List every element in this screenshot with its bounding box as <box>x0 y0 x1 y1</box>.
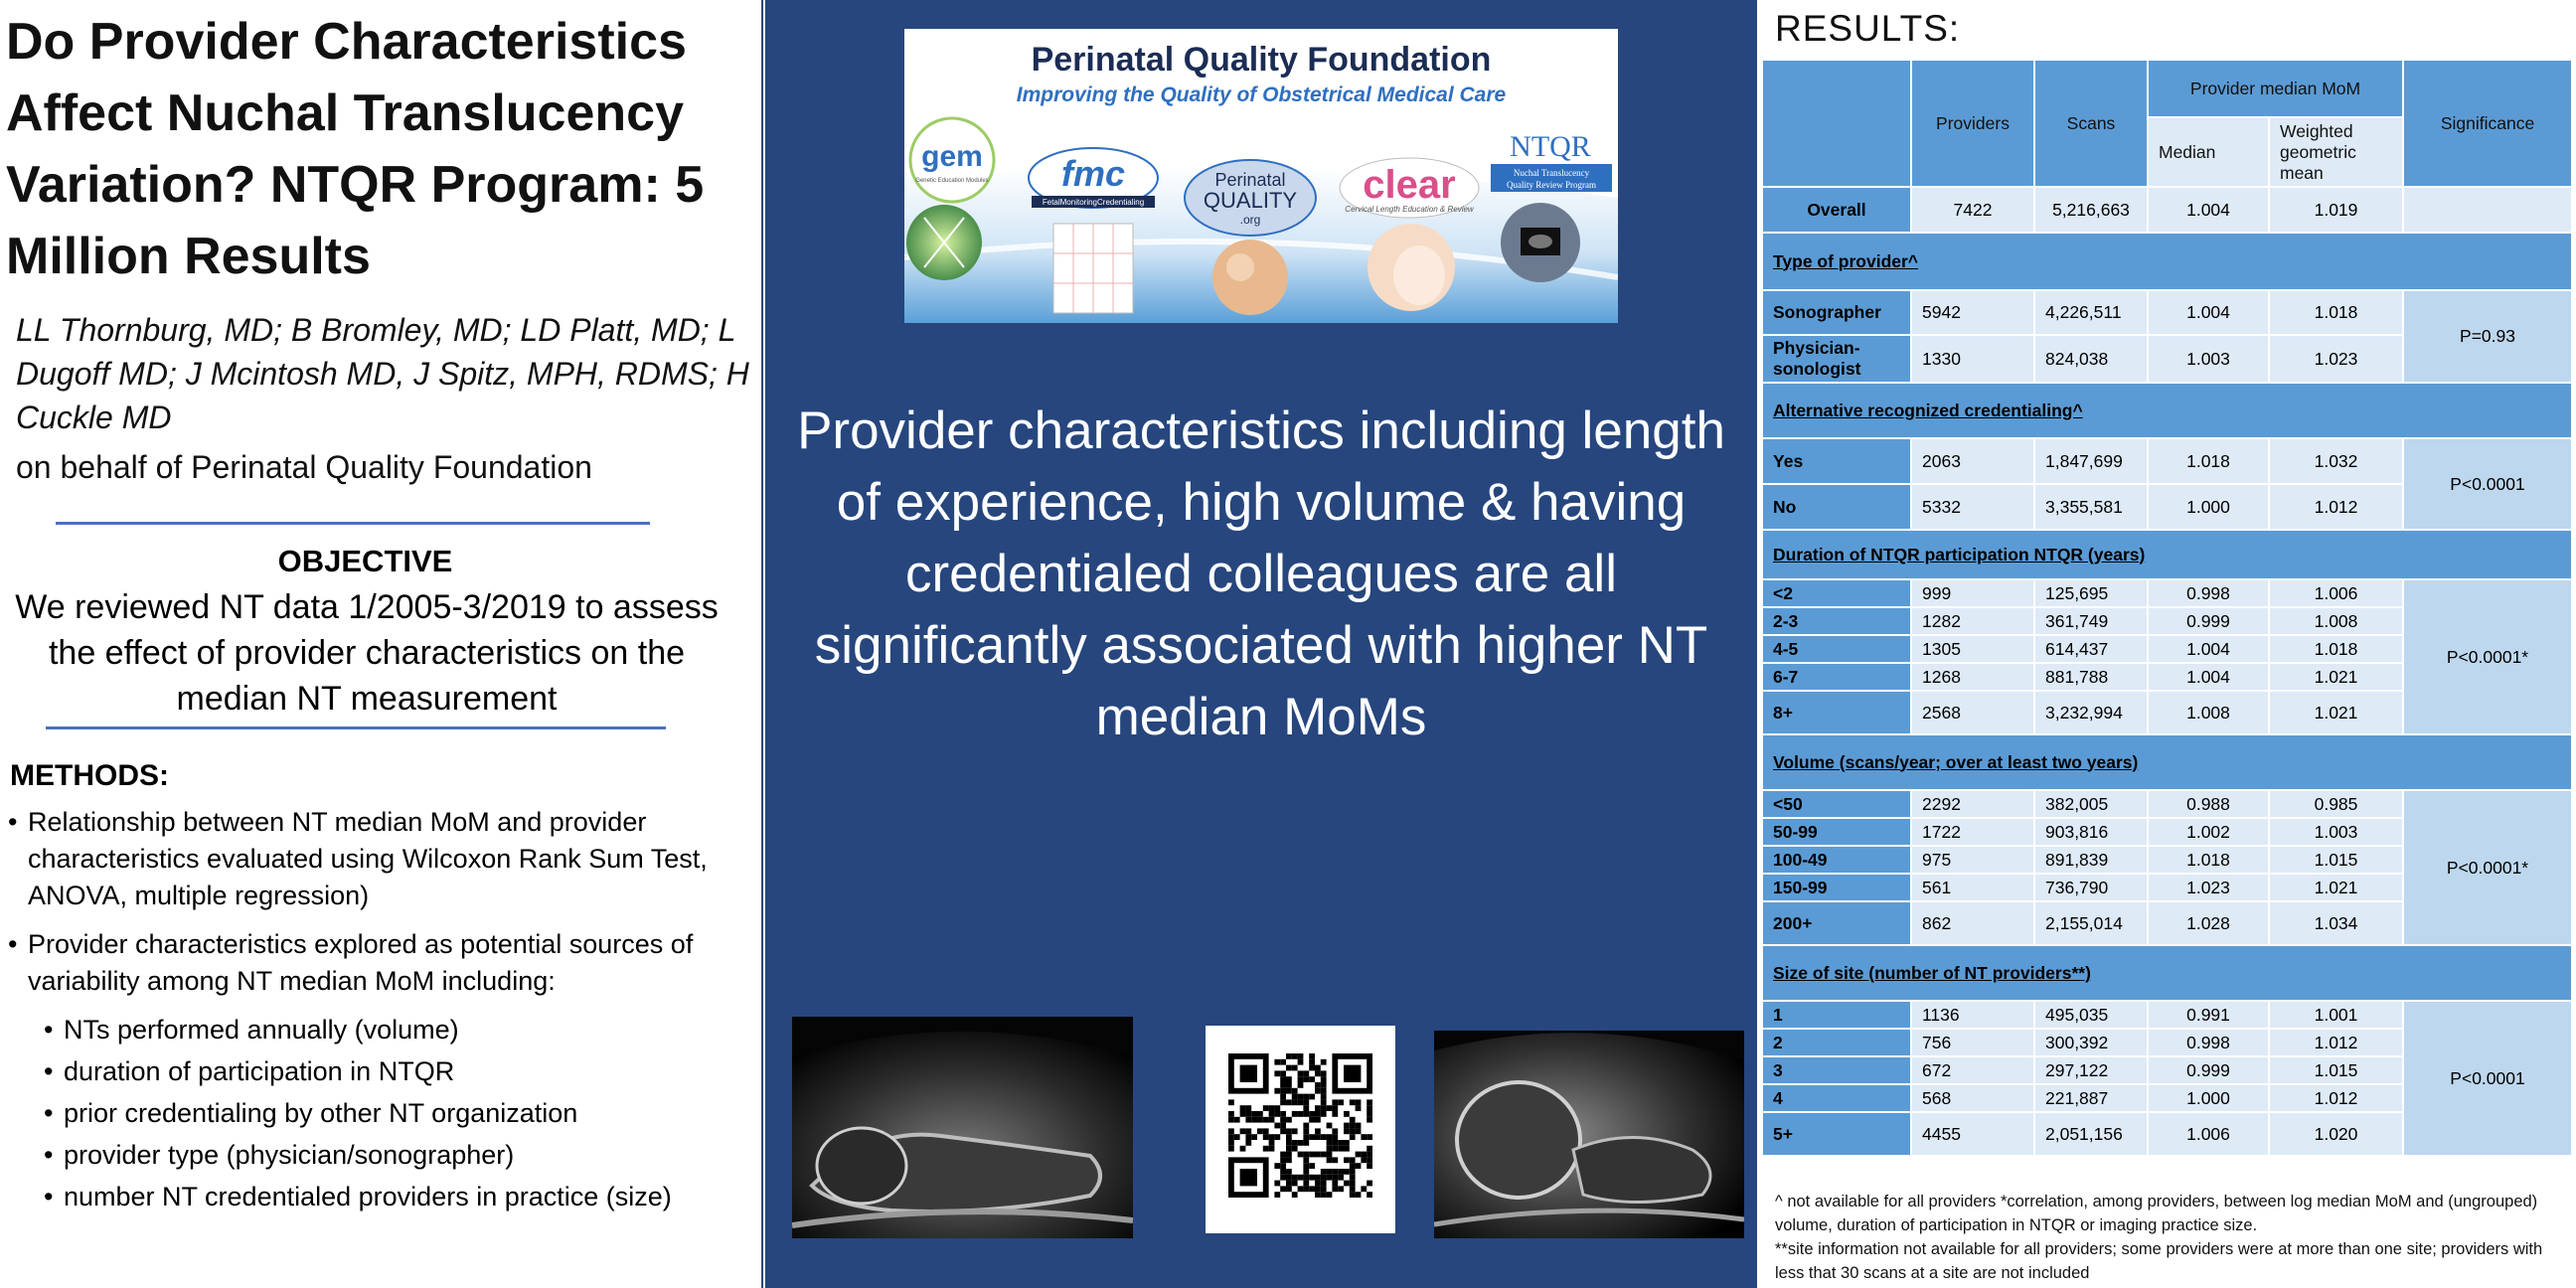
ultrasound-image <box>792 1017 1133 1238</box>
methods-bullet: • Provider characteristics explored as potential sources of variability among NT median MoM including: <box>6 926 757 1000</box>
table-row: 200+ 862 2,155,014 1.028 1.034 <box>1762 901 2572 945</box>
col-providers: Providers <box>1911 60 2034 187</box>
svg-text:Nuchal Translucency: Nuchal Translucency <box>1513 168 1590 178</box>
col-median: Median <box>2148 117 2269 187</box>
footnote-line: **site information not available for all providers; some providers were at more than one site; providers with less that 30 scans at a site are not included <box>1775 1240 2543 1282</box>
svg-text:QUALITY: QUALITY <box>1203 188 1298 213</box>
section-site-size: Size of site (number of NT providers**) <box>1762 945 2572 1001</box>
table-row: 1 1136 495,035 0.991 1.001 P<0.0001 <box>1762 1001 2572 1029</box>
objective-text: We reviewed NT data 1/2005-3/2019 to assess the effect of provider characteristics on the median NT measurement <box>15 588 719 718</box>
table-row: <2 999 125,695 0.998 1.006 P<0.0001* <box>1762 579 2572 607</box>
authors: LL Thornburg, MD; B Bromley, MD; LD Platt, MD; L Dugoff MD; J Mcintosh MD, J Spitz, MPH, RDMS; H Cuckle MD <box>16 312 749 435</box>
svg-text:FetalMonitoringCredentialing: FetalMonitoringCredentialing <box>1042 198 1145 207</box>
table-row: 150-99 561 736,790 1.023 1.021 <box>1762 874 2572 901</box>
table-row: 4 568 221,887 1.000 1.012 <box>1762 1084 2572 1112</box>
table-row: 4-5 1305 614,437 1.004 1.018 <box>1762 635 2572 663</box>
table-row: 5+ 4455 2,051,156 1.006 1.020 <box>1762 1112 2572 1156</box>
table-row: 2 756 300,392 0.998 1.012 <box>1762 1029 2572 1056</box>
svg-text:gem: gem <box>921 140 983 173</box>
section-credentialing: Alternative recognized credentialing^ <box>1762 383 2572 438</box>
svg-text:fmc: fmc <box>1060 153 1126 194</box>
significance-value: P<0.0001* <box>2403 790 2572 945</box>
table-footnote <box>1775 1190 2570 1285</box>
significance-value: P<0.0001 <box>2403 438 2572 530</box>
methods-list <box>6 804 757 1220</box>
methods-bullet: • Relationship between NT median MoM and provider characteristics evaluated using Wilcoxon Rank Sum Test, ANOVA, multiple regression) <box>6 804 757 914</box>
svg-text:clear: clear <box>1363 163 1456 207</box>
objective-heading: OBJECTIVE <box>277 544 453 578</box>
footnote-line: ^ not available for all providers *correlation, among providers, between log median MoM and (ungrouped) volume, duration of participation in NTQR or imaging practice size. <box>1775 1193 2538 1234</box>
banner-subtitle: Improving the Quality of Obstetrical Medical Care <box>1016 83 1507 106</box>
col-significance: Significance <box>2403 60 2572 187</box>
table-row: No 5332 3,355,581 1.000 1.012 <box>1762 484 2572 530</box>
table-row: Yes 2063 1,847,699 1.018 1.032 P<0.0001 <box>1762 438 2572 484</box>
col-scans: Scans <box>2034 60 2148 187</box>
significance-value: P<0.0001 <box>2403 1001 2572 1156</box>
methods-subbullet: • duration of participation in NTQR <box>6 1053 757 1090</box>
section-duration: Duration of NTQR participation NTQR (years) <box>1762 530 2572 579</box>
results-heading: RESULTS: <box>1775 8 1961 49</box>
col-weighted: Weighted geometric mean <box>2269 117 2403 187</box>
poster-title: Do Provider Characteristics Affect Nuchal Translucency Variation? NTQR Program: 5 Million Results <box>6 13 705 285</box>
svg-text:Quality Review Program: Quality Review Program <box>1507 180 1596 190</box>
table-row: 3 672 297,122 0.999 1.015 <box>1762 1056 2572 1084</box>
svg-text:Perinatal: Perinatal <box>1214 170 1286 190</box>
section-type: Type of provider^ <box>1762 233 2572 290</box>
qr-code[interactable] <box>1206 1026 1395 1233</box>
svg-text:.org: .org <box>1239 213 1261 227</box>
divider <box>46 726 666 729</box>
table-row: 8+ 2568 3,232,994 1.008 1.021 <box>1762 691 2572 734</box>
mother-baby-photo <box>1212 240 1288 315</box>
methods-heading: METHODS: <box>10 759 169 792</box>
table-row: <50 2292 382,005 0.988 0.985 P<0.0001* <box>1762 790 2572 818</box>
table-row: Overall 7422 5,216,663 1.004 1.019 <box>1762 187 2572 233</box>
key-finding: Provider characteristics including length of experience, high volume & having credentialed colleagues are all significantly associated with higher NT median MoMs <box>797 402 1725 746</box>
table-row: 100-49 975 891,839 1.018 1.015 <box>1762 846 2572 874</box>
col-mom-group: Provider median MoM <box>2148 60 2403 117</box>
results-panel <box>1757 0 2576 1288</box>
svg-text:Genetic Education Modules: Genetic Education Modules <box>915 178 989 184</box>
svg-text:Cervical Length Education & Re: Cervical Length Education & Review <box>1345 205 1474 214</box>
left-panel <box>0 0 763 1288</box>
table-row: 6-7 1268 881,788 1.004 1.021 <box>1762 663 2572 691</box>
table-row: Sonographer 5942 4,226,511 1.004 1.018 P=0.93 <box>1762 290 2572 335</box>
section-volume: Volume (scans/year; over at least two years) <box>1762 734 2572 790</box>
divider <box>56 522 650 525</box>
table-row: 50-99 1722 903,816 1.002 1.003 <box>1762 818 2572 846</box>
table-row: 2-3 1282 361,749 0.999 1.008 <box>1762 607 2572 635</box>
methods-subbullet: • number NT credentialed providers in practice (size) <box>6 1179 757 1215</box>
affiliation: on behalf of Perinatal Quality Foundation <box>16 449 592 485</box>
results-table <box>1761 59 2573 1157</box>
methods-subbullet: • provider type (physician/sonographer) <box>6 1137 757 1174</box>
significance-value: P=0.93 <box>2403 290 2572 383</box>
significance-value: P<0.0001* <box>2403 579 2572 734</box>
methods-subbullet: • NTs performed annually (volume) <box>6 1012 757 1048</box>
center-panel <box>765 0 1757 1288</box>
banner-title: Perinatal Quality Foundation <box>1031 41 1492 79</box>
table-row: Physician-sonologist 1330 824,038 1.003 1.023 <box>1762 335 2572 383</box>
methods-subbullet: • prior credentialing by other NT organization <box>6 1095 757 1132</box>
ntqr-logo: NTQR <box>1510 130 1591 163</box>
ultrasound-image <box>1434 1031 1744 1238</box>
pqf-banner <box>904 29 1618 323</box>
